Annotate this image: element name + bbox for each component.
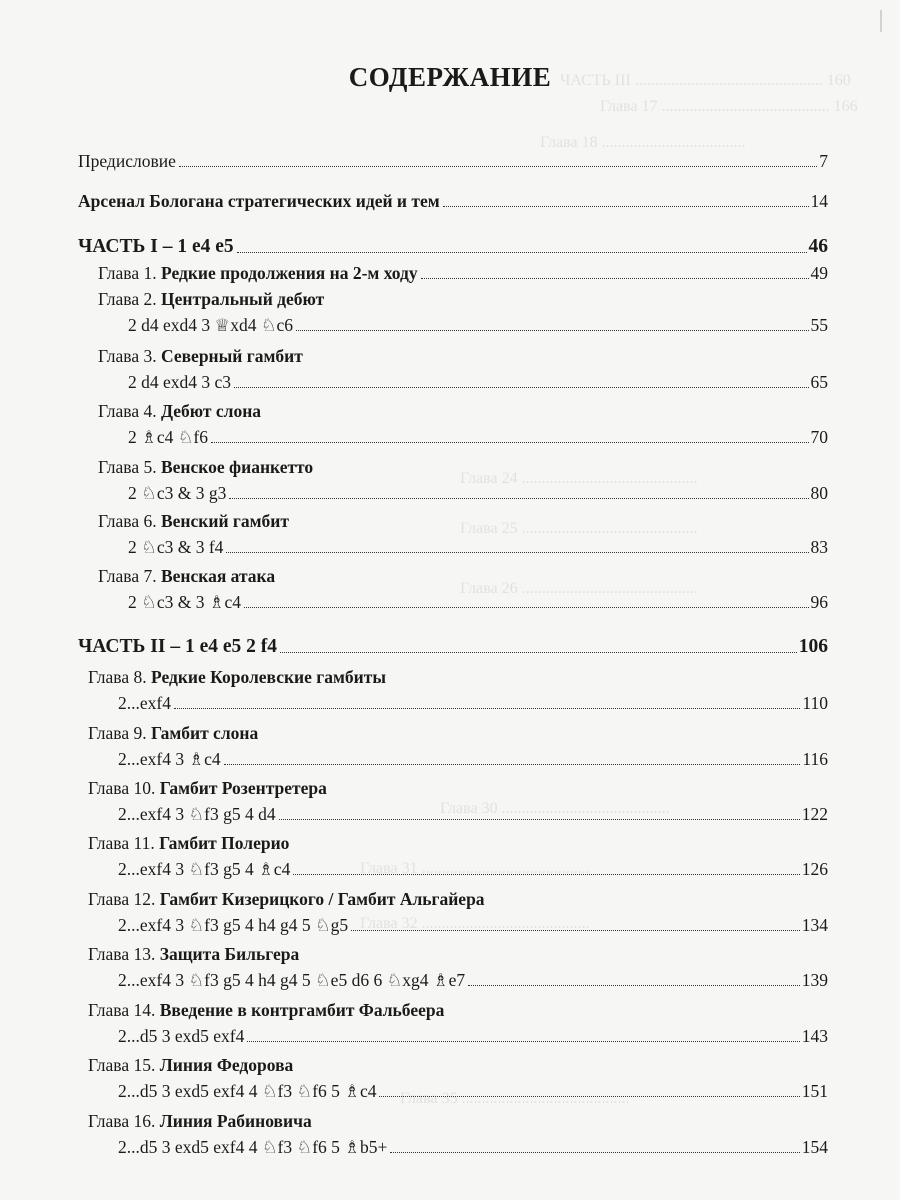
entry-title <box>118 858 290 880</box>
chapter-name: Линия Рабиновича <box>159 1111 312 1131</box>
chapter-heading <box>88 943 299 965</box>
page-number: 116 <box>802 749 828 769</box>
front-item-label: Арсенал Бологана стратегических идей и тем <box>78 191 440 211</box>
chapter-moves: 2...exf4 3 ♘f3 g5 4 d4 <box>118 804 276 824</box>
entry-title <box>98 456 313 478</box>
page-number: 65 <box>810 372 828 392</box>
toc-entry <box>128 482 828 504</box>
chapter-heading <box>88 1054 293 1076</box>
chapter-number: Глава 13. <box>88 944 156 964</box>
entry-title <box>118 748 221 770</box>
chapter-moves: 2...exf4 3 ♘f3 g5 4 h4 g4 5 ♘g5 <box>118 915 349 935</box>
entry-title <box>118 692 171 714</box>
dot-leader <box>229 498 808 499</box>
bleed-through: Глава 25 ............................................ <box>460 520 698 537</box>
entry-title <box>88 999 444 1021</box>
chapter-number: Глава 16. <box>88 1111 156 1131</box>
dot-leader <box>280 652 797 653</box>
chapter-heading <box>88 777 327 799</box>
chapter-heading <box>88 888 485 910</box>
entry-title <box>118 803 276 825</box>
entry-title <box>88 777 327 799</box>
entry-title <box>78 636 277 658</box>
toc-entry <box>128 371 828 393</box>
entry-title <box>98 345 303 367</box>
chapter-moves: 2...exf4 <box>118 693 171 713</box>
bleed-through: Глава 26 ............................................ <box>460 580 698 597</box>
chapter-number: Глава 8. <box>88 667 147 687</box>
chapter-moves: 2...exf4 3 ♗c4 <box>118 749 221 769</box>
chapter-moves: 2...d5 3 exd5 exf4 4 ♘f3 ♘f6 5 ♗c4 <box>118 1081 377 1101</box>
page-number: 110 <box>802 693 828 713</box>
page-number: 143 <box>801 1026 828 1046</box>
dot-leader <box>237 252 807 253</box>
page-number: 96 <box>810 592 828 612</box>
chapter-name: Линия Федорова <box>159 1055 294 1075</box>
chapter-name: Дебют слона <box>160 401 262 421</box>
chapter-number: Глава 6. <box>98 511 157 531</box>
page-number: 7 <box>819 151 828 171</box>
entry-title <box>88 722 258 744</box>
entry-title <box>98 400 261 422</box>
entry-title <box>128 591 241 613</box>
entry-title <box>78 150 176 172</box>
part-title: ЧАСТЬ II – 1 e4 e5 2 f4 <box>78 636 278 657</box>
entry-title <box>88 943 299 965</box>
chapter-number: Глава 3. <box>98 346 157 366</box>
dot-leader <box>351 930 800 931</box>
chapter-heading <box>98 456 313 478</box>
toc-entry <box>78 636 828 658</box>
page-number: 49 <box>810 263 828 283</box>
chapter-number: Глава 1. <box>98 263 157 283</box>
entry-title <box>88 888 485 910</box>
dot-leader <box>390 1152 799 1153</box>
chapter-name: Гамбит Кизерицкого / Гамбит Альгайера <box>159 889 485 909</box>
toc-entry <box>118 969 828 991</box>
bleed-through: Глава 17 .......................................... 166 <box>600 98 858 115</box>
chapter-number: Глава 5. <box>98 457 157 477</box>
toc-entry <box>128 591 828 613</box>
toc-entry <box>118 803 828 825</box>
entry-title <box>98 565 275 587</box>
toc-entry <box>118 748 828 770</box>
dot-leader <box>421 278 809 279</box>
page-title: СОДЕРЖАНИЕ <box>348 62 552 92</box>
toc-entry <box>78 236 828 258</box>
toc-entry <box>98 262 828 284</box>
chapter-name: Гамбит Полерио <box>159 833 290 853</box>
toc-entry <box>128 536 828 558</box>
chapter-moves: 2 d4 exd4 3 c3 <box>128 372 232 392</box>
bleed-through: Глава 35 .......................................... <box>400 1090 630 1107</box>
dot-leader <box>293 874 799 875</box>
bleed-through: Глава 31 .......................................... <box>360 860 590 877</box>
page-number: 46 <box>808 236 828 257</box>
chapter-number: Глава 9. <box>88 723 147 743</box>
entry-title <box>78 236 234 258</box>
entry-title <box>128 426 208 448</box>
chapter-name: Центральный дебют <box>160 289 325 309</box>
chapter-name: Защита Бильгера <box>159 944 300 964</box>
entry-title <box>98 262 418 284</box>
bleed-through: Глава 24 ............................................ <box>460 470 698 487</box>
dot-leader <box>179 166 817 167</box>
dot-leader <box>234 387 808 388</box>
chapter-heading <box>88 1110 312 1132</box>
front-item-label: Предисловие <box>78 151 176 171</box>
chapter-heading <box>88 999 444 1021</box>
bleed-through: Глава 32 .......................................... <box>360 915 590 932</box>
toc-entry <box>118 914 828 936</box>
page-number: 14 <box>810 191 828 211</box>
page-number: 154 <box>801 1137 828 1157</box>
entry-title <box>118 969 465 991</box>
chapter-moves: 2 ♘c3 & 3 g3 <box>128 483 227 503</box>
toc-entry <box>118 692 828 714</box>
entry-title <box>128 371 231 393</box>
dot-leader <box>443 206 809 207</box>
toc-entry <box>118 1136 828 1158</box>
dot-leader <box>247 1041 799 1042</box>
dot-leader <box>224 764 801 765</box>
chapter-moves: 2 d4 exd4 3 ♕xd4 ♘c6 <box>128 315 294 335</box>
chapter-name: Введение в контргамбит Фальбеера <box>159 1000 445 1020</box>
chapter-name: Венская атака <box>160 566 276 586</box>
page-number: 151 <box>801 1081 828 1101</box>
chapter-name: Северный гамбит <box>160 346 303 366</box>
page-number: 126 <box>801 859 828 879</box>
chapter-name: Венский гамбит <box>160 511 289 531</box>
page-number: 134 <box>801 915 828 935</box>
chapter-heading <box>88 722 258 744</box>
chapter-heading <box>98 565 275 587</box>
dot-leader <box>174 708 800 709</box>
toc-entry <box>128 426 828 448</box>
chapter-heading <box>98 345 303 367</box>
dot-leader <box>296 330 808 331</box>
page-number: 80 <box>810 483 828 503</box>
chapter-name: Редкие Королевские гамбиты <box>150 667 386 687</box>
page-number: 139 <box>801 970 828 990</box>
entry-title <box>128 314 293 336</box>
page-number: 122 <box>801 804 828 824</box>
entry-title <box>78 190 440 212</box>
chapter-moves: 2...d5 3 exd5 exf4 4 ♘f3 ♘f6 5 ♗b5+ <box>118 1137 388 1157</box>
dot-leader <box>279 819 800 820</box>
chapter-heading <box>88 832 289 854</box>
dot-leader <box>244 607 808 608</box>
toc-entry <box>118 1025 828 1047</box>
entry-title <box>118 1080 376 1102</box>
part-title: ЧАСТЬ I – 1 e4 e5 <box>78 236 234 257</box>
bleed-through: ЧАСТЬ III ............................................... 160 <box>560 72 851 89</box>
entry-title <box>118 914 348 936</box>
entry-title <box>98 288 324 310</box>
chapter-number: Глава 14. <box>88 1000 156 1020</box>
chapter-moves: 2 ♘c3 & 3 ♗c4 <box>128 592 242 612</box>
chapter-heading <box>98 510 289 532</box>
entry-title <box>88 1110 312 1132</box>
page-number: 55 <box>810 315 828 335</box>
chapter-moves: 2...exf4 3 ♘f3 g5 4 ♗c4 <box>118 859 291 879</box>
page-number: 70 <box>810 427 828 447</box>
chapter-number: Глава 2. <box>98 289 157 309</box>
chapter-moves: 2 ♗c4 ♘f6 <box>128 427 208 447</box>
dot-leader <box>226 552 808 553</box>
chapter-heading <box>98 400 261 422</box>
chapter-number: Глава 10. <box>88 778 156 798</box>
entry-title <box>88 832 289 854</box>
toc-entry <box>78 150 828 172</box>
page-number: 106 <box>798 636 828 657</box>
chapter-heading <box>88 666 386 688</box>
chapter-number: Глава 12. <box>88 889 156 909</box>
dot-leader <box>468 985 800 986</box>
chapter-moves: 2...d5 3 exd5 exf4 <box>118 1026 245 1046</box>
chapter-name: Гамбит Розентретера <box>159 778 327 798</box>
chapter-heading <box>98 288 324 310</box>
entry-title <box>88 666 386 688</box>
entry-title <box>128 482 226 504</box>
chapter-number: Глава 15. <box>88 1055 156 1075</box>
dot-leader <box>211 442 809 443</box>
chapter-moves: 2 ♘c3 & 3 f4 <box>128 537 224 557</box>
entry-title <box>118 1025 244 1047</box>
entry-title <box>98 510 289 532</box>
dot-leader <box>379 1096 799 1097</box>
bleed-through: Глава 18 .................................... <box>540 134 746 151</box>
toc-entry <box>78 190 828 212</box>
entry-title <box>88 1054 293 1076</box>
page-corner-mark <box>872 10 882 32</box>
chapter-name: Редкие продолжения на 2-м ходу <box>160 263 418 283</box>
toc-entry <box>128 314 828 336</box>
bleed-through: Глава 30 .......................................... <box>440 800 670 817</box>
chapter-name: Гамбит слона <box>150 723 259 743</box>
chapter-number: Глава 4. <box>98 401 157 421</box>
entry-title <box>118 1136 387 1158</box>
page-number: 83 <box>810 537 828 557</box>
chapter-name: Венское фианкетто <box>160 457 314 477</box>
chapter-number: Глава 7. <box>98 566 157 586</box>
toc-entry <box>118 1080 828 1102</box>
entry-title <box>128 536 223 558</box>
chapter-number: Глава 11. <box>88 833 155 853</box>
toc-entry <box>118 858 828 880</box>
chapter-moves: 2...exf4 3 ♘f3 g5 4 h4 g4 5 ♘e5 d6 6 ♘xg4 ♗e7 <box>118 970 466 990</box>
